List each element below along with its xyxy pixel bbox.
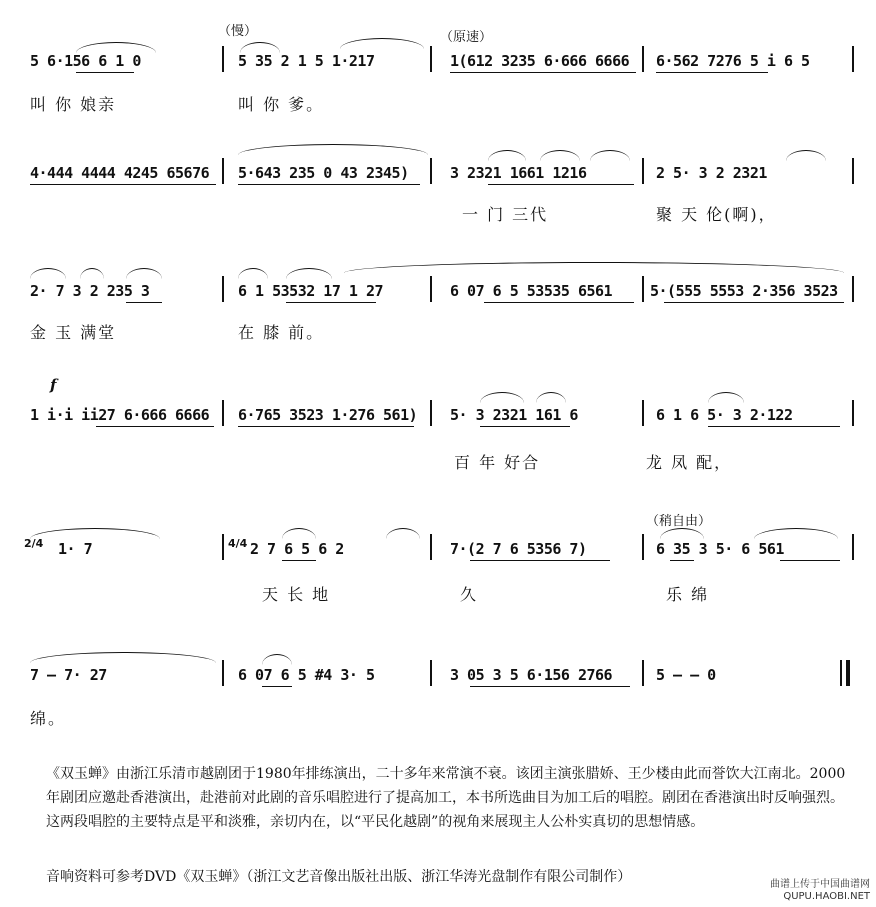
- underline-beam: [282, 560, 316, 561]
- measure-group: 7 – 7· 27: [30, 666, 107, 684]
- bar-line: [430, 660, 432, 686]
- underline-beam: [780, 560, 840, 561]
- slur-mark: [76, 42, 156, 53]
- bar-line: [852, 276, 854, 302]
- underline-beam: [470, 560, 610, 561]
- lyric-text: 久: [460, 585, 479, 604]
- bar-line: [222, 534, 224, 560]
- measure-group: 4·444 4444 4245 65676: [30, 164, 210, 182]
- slur-mark: [286, 268, 332, 279]
- time-signature-text: 4/4: [228, 537, 248, 550]
- measure-group: 5 35 2 1 5 1·217: [238, 52, 375, 70]
- bar-line: [852, 534, 854, 560]
- bar-line: [222, 660, 224, 686]
- slur-mark: [30, 652, 216, 663]
- measure-group: 3 2321 1661 1216: [450, 164, 587, 182]
- measure-group: 2 5· 3 2 2321: [656, 164, 767, 182]
- lyric-text: 绵。: [30, 709, 67, 728]
- bar-line: [222, 158, 224, 184]
- time-signature: [228, 537, 248, 550]
- measure-group: 5· 3 2321 161 6: [450, 406, 578, 424]
- slur-mark: [80, 268, 104, 279]
- underline-beam: [96, 426, 214, 427]
- underline-beam: [484, 302, 634, 303]
- tempo-slow-label: （慢）: [218, 24, 258, 39]
- measure-group: 6·562 7276 5 i 6 5: [656, 52, 810, 70]
- underline-beam: [488, 184, 634, 185]
- description-paragraph: [46, 762, 856, 834]
- measure-group: 6 1 53532 17 1 27: [238, 282, 384, 300]
- slur-mark: [480, 392, 524, 403]
- lyric-text: 龙 凤 配，: [646, 453, 733, 472]
- bar-line: [430, 158, 432, 184]
- bar-line: [642, 400, 644, 426]
- site-watermark: [770, 879, 870, 903]
- bar-line: [852, 158, 854, 184]
- measure-group: 1· 7: [58, 540, 93, 558]
- bar-line: [642, 660, 644, 686]
- slur-mark: [30, 268, 66, 279]
- bar-line: [222, 276, 224, 302]
- measure-group: 5 – – 0: [656, 666, 716, 684]
- underline-beam: [480, 426, 570, 427]
- underline-beam: [238, 184, 420, 185]
- slur-mark: [238, 268, 268, 279]
- score-line-4: [0, 376, 876, 476]
- measure-group: 1 i·i ii27 6·666 6666: [30, 406, 210, 424]
- slur-mark: [282, 528, 316, 539]
- final-bar-line-thin: [840, 660, 842, 686]
- tempo-free-label: （稍自由）: [646, 514, 712, 529]
- slur-mark: [386, 528, 420, 539]
- measure-group: 6 07 6 5 53535 6561: [450, 282, 613, 300]
- bar-line: [222, 400, 224, 426]
- bar-line: [642, 534, 644, 560]
- slur-mark: [262, 654, 292, 665]
- time-signature-text: 2/4: [24, 537, 44, 550]
- lyric-text: 在 膝 前。: [238, 323, 325, 342]
- slur-mark: [344, 262, 844, 273]
- bar-line: [430, 276, 432, 302]
- underline-beam: [238, 426, 414, 427]
- slur-mark: [786, 150, 826, 161]
- measure-group: 5·643 235 0 43 2345): [238, 164, 409, 182]
- bar-line: [642, 276, 644, 302]
- measure-group: 2 7 6 5 6 2: [250, 540, 344, 558]
- lyric-text: 叫 你 娘亲: [30, 95, 117, 114]
- slur-mark: [488, 150, 526, 161]
- measure-group: 6 07 6 5 #4 3· 5: [238, 666, 375, 684]
- underline-beam: [470, 686, 630, 687]
- watermark-line-1: 曲谱上传于中国曲谱网: [770, 879, 870, 890]
- score-line-1: [0, 22, 876, 122]
- dynamic-forte-mark: f: [50, 376, 57, 394]
- measure-group: 6 35 3 5· 6 561: [656, 540, 784, 558]
- slur-mark: [240, 42, 280, 53]
- slur-mark: [536, 392, 566, 403]
- bar-line: [852, 46, 854, 72]
- bar-line: [430, 400, 432, 426]
- score-line-3: [0, 258, 876, 358]
- underline-beam: [30, 184, 216, 185]
- underline-beam: [126, 302, 162, 303]
- measure-group: 5 6·156 6 1 0: [30, 52, 141, 70]
- bar-line: [222, 46, 224, 72]
- measure-group: 6·765 3523 1·276 561): [238, 406, 418, 424]
- score-line-2: [0, 140, 876, 240]
- lyric-text: 金 玉 满堂: [30, 323, 117, 342]
- measure-group: 5·(555 5553 2·356 3523: [650, 282, 838, 300]
- score-line-5: [0, 510, 876, 610]
- underline-beam: [670, 560, 694, 561]
- slur-mark: [30, 528, 160, 539]
- bar-line: [642, 46, 644, 72]
- watermark-line-2: QUPU.HAOBI.NET: [783, 891, 870, 902]
- lyric-text: 聚 天 伦(啊)，: [656, 205, 777, 224]
- underline-beam: [76, 72, 134, 73]
- slur-mark: [126, 268, 162, 279]
- underline-beam: [664, 302, 844, 303]
- bar-line: [430, 534, 432, 560]
- audio-reference-credit: 音响资料可参考DVD《双玉蝉》（浙江文艺音像出版社出版、浙江华涛光盘制作有限公司制作）: [46, 869, 632, 885]
- underline-beam: [262, 686, 292, 687]
- score-line-6: [0, 636, 876, 726]
- lyric-text: 天 长 地: [262, 585, 331, 604]
- measure-group: 2· 7 3 2 235 3: [30, 282, 150, 300]
- slur-mark: [340, 38, 424, 49]
- time-signature: [24, 537, 44, 550]
- lyric-text: 百 年 好合: [454, 453, 541, 472]
- measure-group: 7·(2 7 6 5356 7): [450, 540, 587, 558]
- slur-mark: [660, 528, 704, 539]
- underline-beam: [286, 302, 376, 303]
- slur-mark: [590, 150, 630, 161]
- bar-line: [852, 400, 854, 426]
- slur-mark: [540, 150, 580, 161]
- bar-line: [430, 46, 432, 72]
- lyric-text: 叫 你 爹。: [238, 95, 325, 114]
- slur-mark: [238, 144, 428, 155]
- description-text: 《双玉蝉》由浙江乐清市越剧团于1980年排练演出，二十多年来常演不衰。该团主演张腊娇、王少楼由此而誉饮大江南北。2000年剧团应邀赴香港演出，赴港前对此剧的音乐唱腔进行了提高加工，本书所选曲目为加工后的唱腔。剧团在香港演出时反响强烈。这两段唱腔的主要特点是平和淡雅，亲切内在，以“平民化越剧”的视角来展现主人公朴实真切的思想情感。: [46, 766, 846, 830]
- lyric-text: 乐 绵: [666, 585, 710, 604]
- bar-line: [642, 158, 644, 184]
- slur-mark: [754, 528, 838, 539]
- underline-beam: [708, 426, 840, 427]
- measure-group: 3 05 3 5 6·156 2766: [450, 666, 613, 684]
- lyric-text: 一 门 三代: [462, 205, 549, 224]
- slur-mark: [708, 392, 744, 403]
- final-bar-line-thick: [846, 660, 850, 686]
- underline-beam: [656, 72, 768, 73]
- measure-group: 6 1 6 5· 3 2·122: [656, 406, 793, 424]
- measure-group: 1(612 3235 6·666 6666: [450, 52, 630, 70]
- underline-beam: [450, 72, 636, 73]
- tempo-original-label: （原速）: [440, 30, 493, 45]
